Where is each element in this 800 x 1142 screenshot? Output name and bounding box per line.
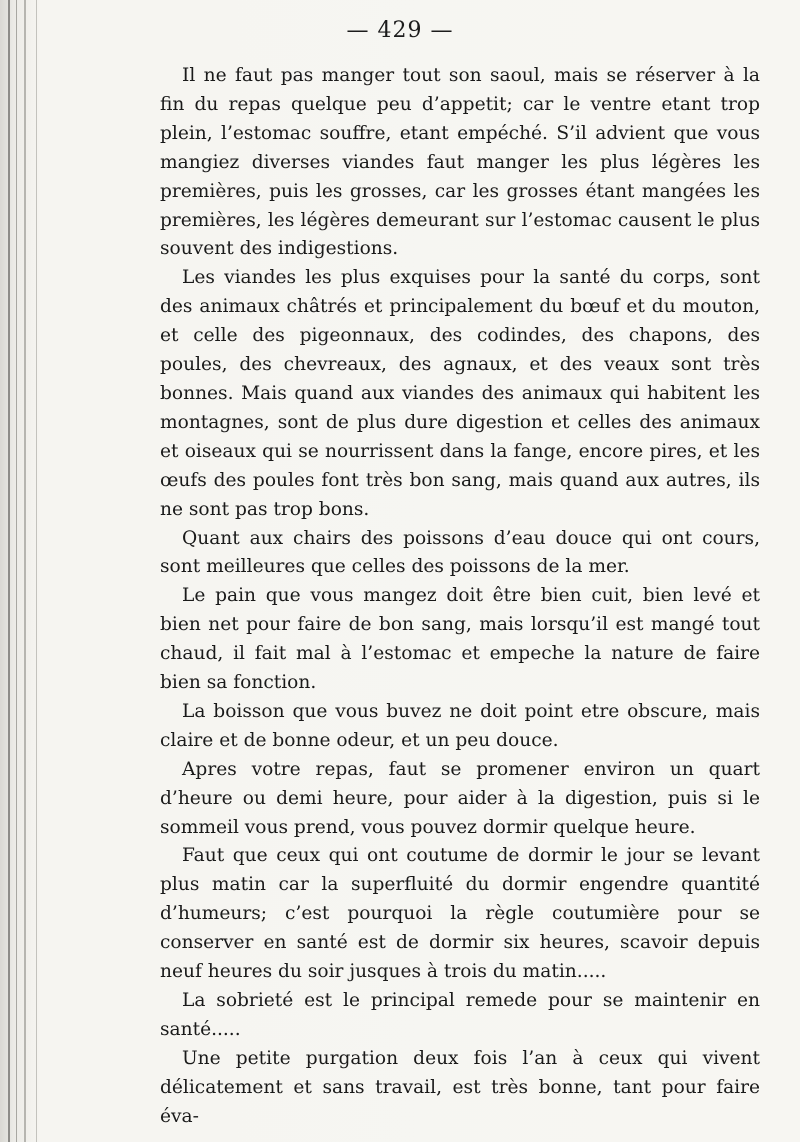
- body-text: [160, 62, 760, 1132]
- paragraph: Les viandes les plus exquises pour la santé du corps, sont des animaux châtrés et principalement du bœuf et du mouton, et celle des pigeonnaux, des codindes, des chapons, des poules, des chevreaux, des agnaux, et des veaux sont très bonnes. Mais quand aux viandes des animaux qui habitent les montagnes, sont de plus dure digestion et celles des animaux et oiseaux qui se nourrissent dans la fange, encore pires, et les œufs des poules font très bon sang, mais quand aux autres, ils ne sont pas trop bons.: [160, 267, 760, 520]
- paragraph: La sobrieté est le principal remede pour se maintenir en santé.....: [160, 990, 760, 1040]
- binding-line: [8, 0, 10, 1142]
- binding-line: [36, 0, 37, 1142]
- binding-line: [16, 0, 17, 1142]
- page-number: — 429 —: [346, 18, 454, 43]
- paragraph: Quant aux chairs des poissons d’eau douce qui ont cours, sont meilleures que celles des poissons de la mer.: [160, 527, 760, 578]
- paragraph: Une petite purgation deux fois l’an à ceux qui vivent délicatement et sans travail, est très bonne, tant pour faire éva-: [160, 1047, 760, 1127]
- paragraph: Il ne faut pas manger tout son saoul, mais se réserver à la fin du repas quelque peu d’appetit; car le ventre etant trop plein, l’estomac souffre, etant empéché. S’il advient que vous mangiez diverses viandes faut manger les plus légères les premières, puis les grosses, car les grosses étant mangées les premières, les légères demeurant sur l’estomac causent le plus souvent des indigestions.: [160, 65, 760, 260]
- paragraph: Apres votre repas, faut se promener environ un quart d’heure ou demi heure, pour aider à la digestion, puis si le sommeil vous prend, vous pouvez dormir quelque heure.: [160, 758, 760, 838]
- binding-line: [24, 0, 26, 1142]
- paragraph: Le pain que vous mangez doit être bien cuit, bien levé et bien net pour faire de bon sang, mais lorsqu’il est mangé tout chaud, il fait mal à l’estomac et empeche la nature de faire bien sa fonction.: [160, 585, 760, 694]
- page-binding: [0, 0, 52, 1142]
- paragraph: La boisson que vous buvez ne doit point etre obscure, mais claire et de bonne odeur, et un peu douce.: [160, 700, 760, 751]
- paragraph: Faut que ceux qui ont coutume de dormir le jour se levant plus matin car la superfluité du dormir engendre quantité d’humeurs; c’est pourquoi la règle coutumière pour se conserver en santé est de dormir six heures, scavoir depuis neuf heures du soir jusques à trois du matin.....: [160, 845, 760, 983]
